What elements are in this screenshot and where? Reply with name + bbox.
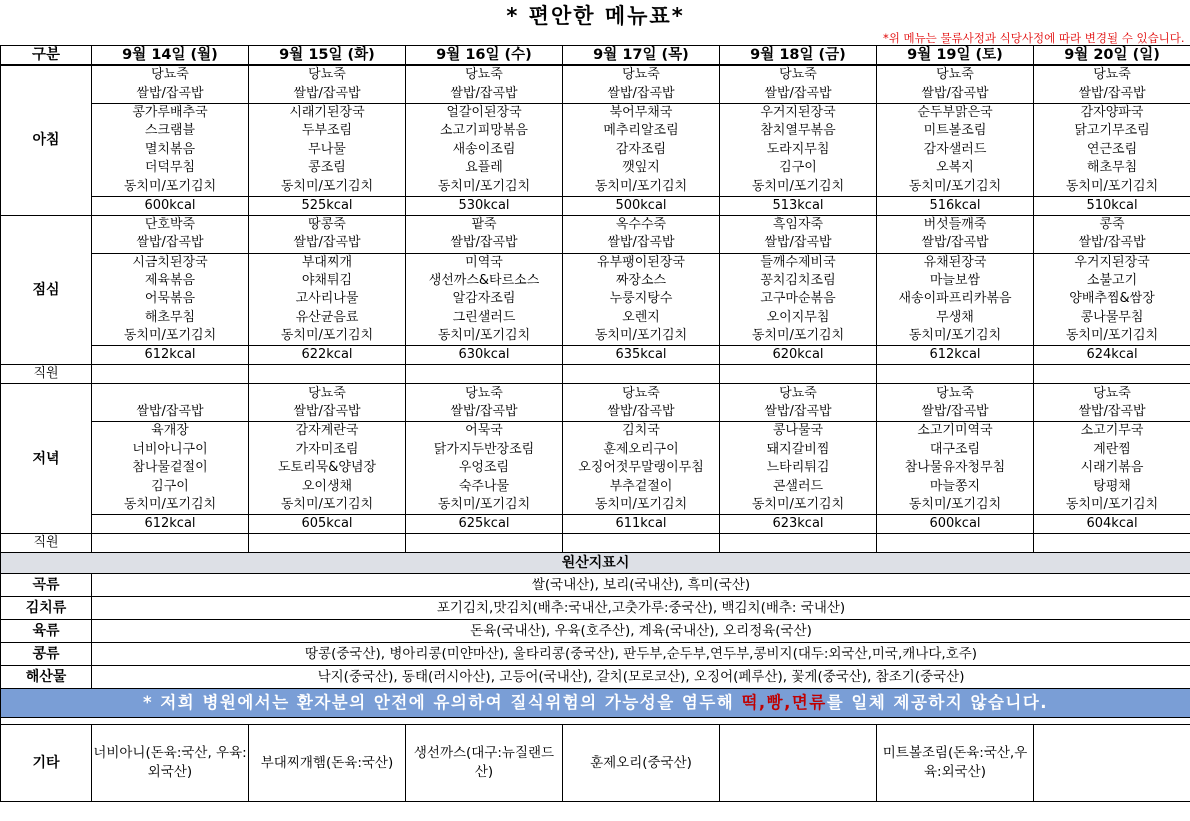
menu-item: 동치미/포기김치 bbox=[720, 496, 877, 515]
kcal-value: 525kcal bbox=[249, 196, 406, 215]
origin-row bbox=[1, 666, 1190, 689]
kcal-value: 630kcal bbox=[406, 346, 563, 365]
day-header: 9월 17일 (목) bbox=[563, 46, 720, 66]
menu-item: 돼지갈비찜 bbox=[720, 441, 877, 459]
menu-item: 당뇨죽 bbox=[720, 65, 877, 84]
menu-item: 동치미/포기김치 bbox=[249, 327, 406, 346]
menu-item: 가자미조림 bbox=[249, 441, 406, 459]
menu-item: 옥수수죽 bbox=[563, 215, 720, 234]
kcal-value: 500kcal bbox=[563, 196, 720, 215]
menu-item: 쌀밥/잡곡밥 bbox=[249, 84, 406, 103]
origin-label: 곡류 bbox=[1, 574, 92, 597]
lunch-label: 점심 bbox=[1, 215, 92, 365]
menu-item: 당뇨죽 bbox=[563, 384, 720, 403]
breakfast-row bbox=[1, 65, 1190, 84]
origin-label: 육류 bbox=[1, 620, 92, 643]
kcal-value: 624kcal bbox=[1034, 346, 1190, 365]
menu-item: 우거지된장국 bbox=[1034, 253, 1190, 272]
menu-item: 쌀밥/잡곡밥 bbox=[406, 403, 563, 422]
menu-item: 동치미/포기김치 bbox=[406, 496, 563, 515]
dinner-row bbox=[1, 403, 1190, 422]
breakfast-row bbox=[1, 141, 1190, 159]
menu-item: 시래기볶음 bbox=[1034, 459, 1190, 477]
menu-item: 당뇨죽 bbox=[249, 384, 406, 403]
etc-row bbox=[1, 725, 1190, 802]
menu-item bbox=[92, 384, 249, 403]
menu-item: 순두부맑은국 bbox=[877, 103, 1034, 122]
menu-item: 무나물 bbox=[249, 141, 406, 159]
menu-item: 쌀밥/잡곡밥 bbox=[877, 234, 1034, 253]
menu-item: 콩가루배추국 bbox=[92, 103, 249, 122]
menu-item: 마늘보쌈 bbox=[877, 272, 1034, 290]
staff-cell bbox=[92, 365, 249, 384]
menu-item: 무생채 bbox=[877, 309, 1034, 327]
menu-item: 동치미/포기김치 bbox=[1034, 177, 1190, 196]
menu-item: 쌀밥/잡곡밥 bbox=[720, 234, 877, 253]
menu-item: 쌀밥/잡곡밥 bbox=[249, 234, 406, 253]
kcal-value: 513kcal bbox=[720, 196, 877, 215]
menu-item: 쌀밥/잡곡밥 bbox=[249, 403, 406, 422]
menu-item: 쌀밥/잡곡밥 bbox=[92, 403, 249, 422]
menu-item: 당뇨죽 bbox=[92, 65, 249, 84]
staff-cell bbox=[877, 534, 1034, 553]
menu-item: 동치미/포기김치 bbox=[563, 327, 720, 346]
breakfast-label: 아침 bbox=[1, 65, 92, 215]
origin-value: 땅콩(중국산), 병아리콩(미얀마산), 울타리콩(중국산), 판두부,순두부,연두부,콩비지(대두:외국산,미국,캐나다,호주) bbox=[92, 643, 1190, 666]
dinner-row bbox=[1, 496, 1190, 515]
menu-item: 오이생채 bbox=[249, 477, 406, 495]
menu-item: 우거지된장국 bbox=[720, 103, 877, 122]
staff-cell bbox=[249, 365, 406, 384]
menu-item: 메추리알조림 bbox=[563, 122, 720, 140]
kcal-value: 530kcal bbox=[406, 196, 563, 215]
menu-item: 시래기된장국 bbox=[249, 103, 406, 122]
day-header: 9월 15일 (화) bbox=[249, 46, 406, 66]
day-header-row bbox=[1, 46, 1190, 66]
breakfast-kcal-row bbox=[1, 196, 1190, 215]
menu-item: 대구조림 bbox=[877, 441, 1034, 459]
menu-item: 당뇨죽 bbox=[249, 65, 406, 84]
menu-item: 어묵국 bbox=[406, 422, 563, 441]
dinner-row bbox=[1, 384, 1190, 403]
menu-item: 동치미/포기김치 bbox=[92, 327, 249, 346]
menu-item: 쌀밥/잡곡밥 bbox=[92, 234, 249, 253]
origin-row bbox=[1, 574, 1190, 597]
staff-cell bbox=[249, 534, 406, 553]
staff-label: 직원 bbox=[1, 365, 92, 384]
dinner-label: 저녁 bbox=[1, 384, 92, 534]
staff-cell bbox=[720, 534, 877, 553]
staff-cell bbox=[1034, 365, 1190, 384]
origin-label: 해산물 bbox=[1, 666, 92, 689]
menu-item: 동치미/포기김치 bbox=[92, 177, 249, 196]
menu-item: 스크램블 bbox=[92, 122, 249, 140]
kcal-value: 604kcal bbox=[1034, 515, 1190, 534]
menu-item: 더덕무침 bbox=[92, 159, 249, 177]
kcal-value: 612kcal bbox=[877, 346, 1034, 365]
header-label: 구분 bbox=[1, 46, 92, 66]
menu-item: 계란찜 bbox=[1034, 441, 1190, 459]
menu-item: 해초무침 bbox=[92, 309, 249, 327]
etc-note: 훈제오리(중국산) bbox=[563, 725, 720, 802]
dinner-row bbox=[1, 459, 1190, 477]
menu-item: 감자계란국 bbox=[249, 422, 406, 441]
origin-header: 원산지표시 bbox=[1, 553, 1190, 574]
dinner-row bbox=[1, 477, 1190, 495]
menu-item: 고사리나물 bbox=[249, 290, 406, 308]
day-header: 9월 14일 (월) bbox=[92, 46, 249, 66]
menu-item: 우엉조림 bbox=[406, 459, 563, 477]
menu-item: 당뇨죽 bbox=[406, 384, 563, 403]
menu-item: 도라지무침 bbox=[720, 141, 877, 159]
banner-text: * 저희 병원에서는 환자분의 안전에 유의하여 질식위험의 가능성을 염두해 bbox=[142, 693, 742, 713]
menu-item: 제육볶음 bbox=[92, 272, 249, 290]
menu-item: 오징어젓무말랭이무침 bbox=[563, 459, 720, 477]
menu-item: 야채튀김 bbox=[249, 272, 406, 290]
menu-item: 동치미/포기김치 bbox=[249, 496, 406, 515]
menu-item: 훈제오리구이 bbox=[563, 441, 720, 459]
spacer bbox=[1, 718, 1190, 725]
lunch-kcal-row bbox=[1, 346, 1190, 365]
menu-item: 쌀밥/잡곡밥 bbox=[406, 234, 563, 253]
menu-item: 짜장소스 bbox=[563, 272, 720, 290]
origin-value: 포기김치,맛김치(배추:국내산,고춧가루:중국산), 백김치(배추: 국내산) bbox=[92, 597, 1190, 620]
menu-item: 오이지무침 bbox=[720, 309, 877, 327]
menu-item: 김구이 bbox=[720, 159, 877, 177]
origin-row bbox=[1, 597, 1190, 620]
menu-item: 부대찌개 bbox=[249, 253, 406, 272]
menu-item: 동치미/포기김치 bbox=[1034, 327, 1190, 346]
menu-item: 소고기미역국 bbox=[877, 422, 1034, 441]
menu-item: 쌀밥/잡곡밥 bbox=[563, 403, 720, 422]
banner-highlight: 떡,빵,면류 bbox=[741, 693, 827, 713]
staff-cell bbox=[877, 365, 1034, 384]
menu-item: 오렌지 bbox=[563, 309, 720, 327]
staff-cell bbox=[406, 365, 563, 384]
breakfast-row bbox=[1, 103, 1190, 122]
origin-row bbox=[1, 643, 1190, 666]
menu-item: 그린샐러드 bbox=[406, 309, 563, 327]
menu-item: 당뇨죽 bbox=[720, 384, 877, 403]
staff-cell bbox=[1034, 534, 1190, 553]
kcal-value: 611kcal bbox=[563, 515, 720, 534]
menu-item: 흑임자죽 bbox=[720, 215, 877, 234]
menu-item: 콩죽 bbox=[1034, 215, 1190, 234]
menu-item: 당뇨죽 bbox=[877, 384, 1034, 403]
menu-item: 요플레 bbox=[406, 159, 563, 177]
menu-item: 마늘쫑지 bbox=[877, 477, 1034, 495]
staff-cell bbox=[563, 365, 720, 384]
lunch-row bbox=[1, 215, 1190, 234]
menu-item: 참나물겉절이 bbox=[92, 459, 249, 477]
day-header: 9월 19일 (토) bbox=[877, 46, 1034, 66]
etc-note bbox=[1034, 725, 1190, 802]
menu-item: 닭가지두반장조림 bbox=[406, 441, 563, 459]
menu-item: 느타리튀김 bbox=[720, 459, 877, 477]
lunch-row bbox=[1, 309, 1190, 327]
menu-item: 너비아니구이 bbox=[92, 441, 249, 459]
lunch-row bbox=[1, 234, 1190, 253]
menu-item: 새송이조림 bbox=[406, 141, 563, 159]
menu-item: 동치미/포기김치 bbox=[563, 496, 720, 515]
menu-item: 탕평채 bbox=[1034, 477, 1190, 495]
menu-item: 동치미/포기김치 bbox=[877, 327, 1034, 346]
menu-item: 두부조림 bbox=[249, 122, 406, 140]
menu-item: 쌀밥/잡곡밥 bbox=[406, 84, 563, 103]
menu-item: 유산균음료 bbox=[249, 309, 406, 327]
menu-item: 콘샐러드 bbox=[720, 477, 877, 495]
menu-item: 동치미/포기김치 bbox=[406, 327, 563, 346]
kcal-value: 510kcal bbox=[1034, 196, 1190, 215]
origin-value: 돈육(국내산), 우육(호주산), 계육(국내산), 오리정육(국산) bbox=[92, 620, 1190, 643]
menu-item: 쌀밥/잡곡밥 bbox=[1034, 84, 1190, 103]
menu-item: 콩나물국 bbox=[720, 422, 877, 441]
menu-item: 도토리묵&양념장 bbox=[249, 459, 406, 477]
menu-item: 쌀밥/잡곡밥 bbox=[92, 84, 249, 103]
staff-label: 직원 bbox=[1, 534, 92, 553]
staff-cell bbox=[720, 365, 877, 384]
menu-item: 콩나물무침 bbox=[1034, 309, 1190, 327]
menu-item: 쌀밥/잡곡밥 bbox=[877, 84, 1034, 103]
kcal-value: 623kcal bbox=[720, 515, 877, 534]
menu-item: 동치미/포기김치 bbox=[877, 496, 1034, 515]
menu-item: 육개장 bbox=[92, 422, 249, 441]
etc-note: 너비아니(돈육:국산, 우육:외국산) bbox=[92, 725, 249, 802]
menu-item: 숙주나물 bbox=[406, 477, 563, 495]
menu-item: 동치미/포기김치 bbox=[563, 177, 720, 196]
etc-note: 생선까스(대구:뉴질랜드산) bbox=[406, 725, 563, 802]
origin-value: 쌀(국내산), 보리(국내산), 흑미(국산) bbox=[92, 574, 1190, 597]
menu-item: 김구이 bbox=[92, 477, 249, 495]
menu-item: 쌀밥/잡곡밥 bbox=[720, 403, 877, 422]
menu-item: 꽁치김치조림 bbox=[720, 272, 877, 290]
dinner-kcal-row bbox=[1, 515, 1190, 534]
menu-item: 김치국 bbox=[563, 422, 720, 441]
kcal-value: 605kcal bbox=[249, 515, 406, 534]
menu-item: 감자샐러드 bbox=[877, 141, 1034, 159]
menu-item: 쌀밥/잡곡밥 bbox=[563, 234, 720, 253]
lunch-row bbox=[1, 327, 1190, 346]
menu-item: 쌀밥/잡곡밥 bbox=[720, 84, 877, 103]
menu-item: 북어무채국 bbox=[563, 103, 720, 122]
kcal-value: 516kcal bbox=[877, 196, 1034, 215]
menu-item: 소불고기 bbox=[1034, 272, 1190, 290]
menu-item: 쌀밥/잡곡밥 bbox=[563, 84, 720, 103]
menu-item: 소고기무국 bbox=[1034, 422, 1190, 441]
kcal-value: 600kcal bbox=[92, 196, 249, 215]
kcal-value: 622kcal bbox=[249, 346, 406, 365]
menu-item: 유부팽이된장국 bbox=[563, 253, 720, 272]
breakfast-row bbox=[1, 122, 1190, 140]
kcal-value: 600kcal bbox=[877, 515, 1034, 534]
menu-item: 동치미/포기김치 bbox=[1034, 496, 1190, 515]
lunch-row bbox=[1, 253, 1190, 272]
etc-note bbox=[720, 725, 877, 802]
kcal-value: 620kcal bbox=[720, 346, 877, 365]
lunch-row bbox=[1, 272, 1190, 290]
menu-item: 콩조림 bbox=[249, 159, 406, 177]
day-header: 9월 16일 (수) bbox=[406, 46, 563, 66]
menu-item: 오복지 bbox=[877, 159, 1034, 177]
menu-item: 쌀밥/잡곡밥 bbox=[1034, 403, 1190, 422]
safety-banner-row bbox=[1, 689, 1190, 718]
menu-item: 어묵볶음 bbox=[92, 290, 249, 308]
menu-item: 유채된장국 bbox=[877, 253, 1034, 272]
etc-note: 미트볼조림(돈육:국산,우육:외국산) bbox=[877, 725, 1034, 802]
origin-row bbox=[1, 620, 1190, 643]
change-notice: *위 메뉴는 물류사정과 식당사정에 따라 변경될 수 있습니다. bbox=[882, 32, 1185, 45]
menu-item: 고구마순볶음 bbox=[720, 290, 877, 308]
kcal-value: 612kcal bbox=[92, 346, 249, 365]
menu-item: 소고기피망볶음 bbox=[406, 122, 563, 140]
menu-item: 당뇨죽 bbox=[877, 65, 1034, 84]
dinner-row bbox=[1, 441, 1190, 459]
menu-item: 당뇨죽 bbox=[406, 65, 563, 84]
menu-item: 팥죽 bbox=[406, 215, 563, 234]
menu-item: 당뇨죽 bbox=[1034, 384, 1190, 403]
day-header: 9월 20일 (일) bbox=[1034, 46, 1190, 66]
staff-row bbox=[1, 365, 1190, 384]
menu-item: 부추겉절이 bbox=[563, 477, 720, 495]
menu-item: 연근조림 bbox=[1034, 141, 1190, 159]
page-title: * 편안한 메뉴표* bbox=[506, 4, 685, 28]
menu-item: 쌀밥/잡곡밥 bbox=[877, 403, 1034, 422]
menu-item: 알감자조림 bbox=[406, 290, 563, 308]
menu-item: 새송이파프리카볶음 bbox=[877, 290, 1034, 308]
spacer-row bbox=[1, 718, 1190, 725]
menu-item: 시금치된장국 bbox=[92, 253, 249, 272]
origin-label: 콩류 bbox=[1, 643, 92, 666]
banner-text-end: 를 일체 제공하지 않습니다. bbox=[826, 693, 1049, 713]
menu-item: 얼갈이된장국 bbox=[406, 103, 563, 122]
menu-item: 동치미/포기김치 bbox=[249, 177, 406, 196]
kcal-value: 612kcal bbox=[92, 515, 249, 534]
menu-item: 동치미/포기김치 bbox=[406, 177, 563, 196]
menu-item: 깻잎지 bbox=[563, 159, 720, 177]
menu-item: 미트볼조림 bbox=[877, 122, 1034, 140]
menu-item: 쌀밥/잡곡밥 bbox=[1034, 234, 1190, 253]
lunch-row bbox=[1, 290, 1190, 308]
menu-item: 해초무침 bbox=[1034, 159, 1190, 177]
menu-item: 동치미/포기김치 bbox=[877, 177, 1034, 196]
safety-banner bbox=[1, 689, 1190, 718]
menu-item: 양배추찜&쌈장 bbox=[1034, 290, 1190, 308]
menu-item: 닭고기무조림 bbox=[1034, 122, 1190, 140]
menu-item: 동치미/포기김치 bbox=[720, 177, 877, 196]
staff-cell bbox=[563, 534, 720, 553]
menu-item: 멸치볶음 bbox=[92, 141, 249, 159]
breakfast-row bbox=[1, 159, 1190, 177]
menu-item: 동치미/포기김치 bbox=[720, 327, 877, 346]
etc-note: 부대찌개햄(돈육:국산) bbox=[249, 725, 406, 802]
staff-row bbox=[1, 534, 1190, 553]
breakfast-row bbox=[1, 177, 1190, 196]
menu-item: 버섯들깨죽 bbox=[877, 215, 1034, 234]
menu-item: 감자양파국 bbox=[1034, 103, 1190, 122]
menu-item: 누룽지탕수 bbox=[563, 290, 720, 308]
menu-item: 땅콩죽 bbox=[249, 215, 406, 234]
menu-item: 들깨수제비국 bbox=[720, 253, 877, 272]
menu-item: 당뇨죽 bbox=[1034, 65, 1190, 84]
menu-item: 단호박죽 bbox=[92, 215, 249, 234]
origin-header-row bbox=[1, 553, 1190, 574]
menu-item: 미역국 bbox=[406, 253, 563, 272]
origin-value: 낙지(중국산), 동태(러시아산), 고등어(국내산), 갈치(모로코산), 오징어(페루산), 꽃게(중국산), 참조기(중국산) bbox=[92, 666, 1190, 689]
menu-item: 당뇨죽 bbox=[563, 65, 720, 84]
etc-label: 기타 bbox=[1, 725, 92, 802]
menu-item: 생선까스&타르소스 bbox=[406, 272, 563, 290]
menu-item: 참나물유자청무침 bbox=[877, 459, 1034, 477]
origin-label: 김치류 bbox=[1, 597, 92, 620]
staff-cell bbox=[406, 534, 563, 553]
dinner-row bbox=[1, 422, 1190, 441]
menu-item: 동치미/포기김치 bbox=[92, 496, 249, 515]
menu-item: 감자조림 bbox=[563, 141, 720, 159]
staff-cell bbox=[92, 534, 249, 553]
day-header: 9월 18일 (금) bbox=[720, 46, 877, 66]
breakfast-row bbox=[1, 84, 1190, 103]
menu-item: 참치열무볶음 bbox=[720, 122, 877, 140]
kcal-value: 635kcal bbox=[563, 346, 720, 365]
kcal-value: 625kcal bbox=[406, 515, 563, 534]
